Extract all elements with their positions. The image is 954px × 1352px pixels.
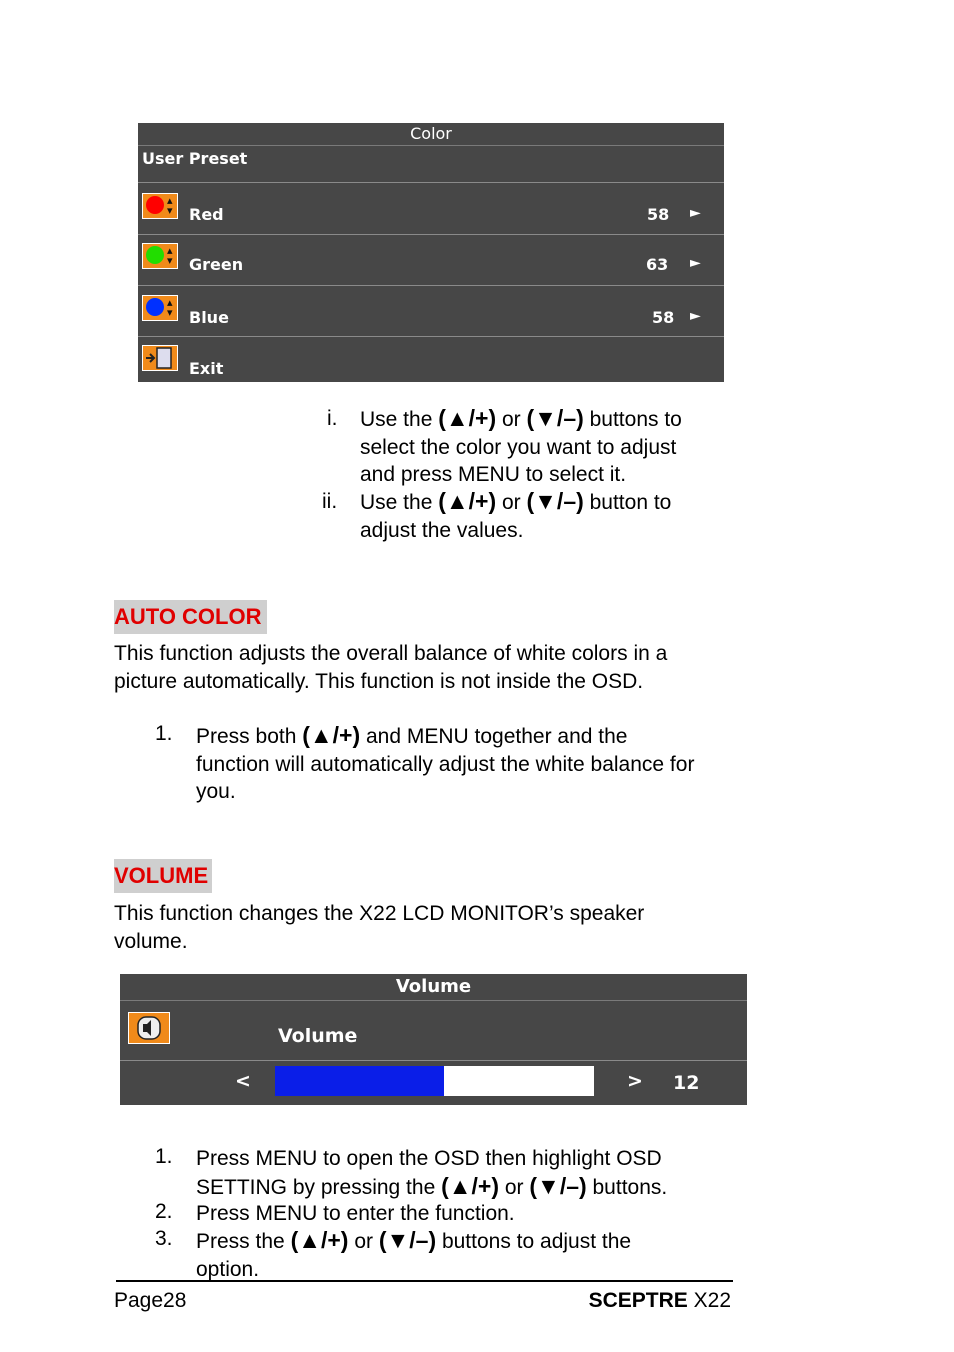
step-text (360, 405, 682, 489)
step-number: 2. (155, 1200, 173, 1223)
volume-step-3 (196, 1227, 631, 1283)
blue-dot-icon (146, 298, 164, 316)
step-text-part: buttons to adjust the (441, 1230, 632, 1253)
volume-osd-panel (120, 974, 747, 1105)
auto-color-description (114, 640, 667, 695)
step-text-part: Press MENU to open the OSD then highlight OSD (196, 1147, 662, 1170)
speaker-glyph-icon (129, 1013, 169, 1043)
step-text (360, 488, 671, 544)
step-text-part: Use the (360, 491, 433, 514)
volume-step-2 (196, 1200, 515, 1228)
exit-icon (142, 345, 178, 371)
volume-osd-title: Volume (120, 974, 747, 1001)
up-plus-button-glyph: (▲/+) (438, 405, 497, 431)
color-row-green[interactable] (138, 234, 724, 285)
step-text-part: Press the (196, 1230, 285, 1253)
color-osd-title: Color (138, 123, 724, 146)
footer-rule (116, 1280, 733, 1282)
step-marker: ii. (322, 490, 338, 513)
exit-door-icon (143, 346, 177, 370)
red-color-icon (142, 193, 178, 219)
up-down-icon: ▴ ▾ (167, 194, 173, 217)
auto-color-step (196, 722, 694, 806)
step-marker: i. (327, 407, 338, 430)
down-minus-button-glyph: (▼/–) (529, 1172, 587, 1199)
step-number: 3. (155, 1227, 173, 1250)
color-row-value: 63 (646, 255, 669, 274)
step-text-part: option. (196, 1257, 260, 1281)
up-plus-button-glyph: (▲/+) (290, 1227, 349, 1253)
volume-slider[interactable] (275, 1066, 594, 1096)
color-row-value: 58 (647, 205, 670, 224)
description-line: volume. (114, 929, 188, 953)
step-text-part: SETTING by pressing the (196, 1175, 436, 1199)
right-arrow-icon[interactable]: ► (690, 205, 701, 221)
color-row-label: Green (189, 255, 244, 274)
volume-slider-fill (275, 1066, 444, 1096)
step-text-part: or (501, 491, 521, 514)
auto-color-heading: AUTO COLOR (114, 600, 267, 634)
volume-description (114, 900, 644, 955)
color-row-label: Blue (189, 308, 229, 327)
step-text-part: Press MENU to enter the function. (196, 1202, 515, 1225)
volume-osd-label: Volume (278, 1025, 358, 1047)
step-text-part: button to (589, 491, 672, 514)
description-line: This function adjusts the overall balance of white colors in a (114, 642, 668, 665)
color-row-value: 58 (652, 308, 675, 327)
volume-increase-icon[interactable]: > (627, 1070, 643, 1092)
step-number: 1. (155, 1145, 173, 1168)
description-line: This function changes the X22 LCD MONITOR’s speaker (114, 902, 645, 925)
speaker-icon (128, 1012, 170, 1044)
step-text-part: buttons. (592, 1175, 668, 1199)
step-text-part: you. (196, 780, 236, 803)
color-row-blue[interactable] (138, 285, 724, 336)
footer-brand-name: SCEPTRE (588, 1289, 688, 1312)
green-color-icon (142, 243, 178, 269)
green-dot-icon (146, 246, 164, 264)
right-arrow-icon[interactable]: ► (690, 255, 701, 271)
up-plus-button-glyph: (▲/+) (441, 1172, 500, 1199)
step-text-part: adjust the values. (360, 518, 524, 542)
step-text-part: or (501, 408, 521, 431)
blue-color-icon (142, 295, 178, 321)
footer-brand (589, 1289, 731, 1313)
step-text-part: and press MENU to select it. (360, 463, 627, 486)
color-row-label: Red (189, 205, 224, 224)
volume-heading: VOLUME (114, 859, 212, 893)
color-row-red[interactable] (138, 182, 724, 234)
right-arrow-icon[interactable]: ► (690, 308, 701, 324)
volume-value: 12 (673, 1072, 700, 1094)
step-text-part: function will automatically adjust the white balance for (196, 752, 695, 776)
down-minus-button-glyph: (▼/–) (526, 488, 584, 514)
step-number: 1. (155, 722, 173, 745)
color-row-label: Exit (189, 359, 224, 378)
step-text-part: select the color you want to adjust (360, 435, 677, 459)
footer-page-number: Page28 (114, 1289, 187, 1312)
footer-model: X22 (687, 1289, 731, 1312)
color-osd-panel (138, 123, 724, 382)
step-text-part: Use the (360, 408, 433, 431)
up-plus-button-glyph: (▲/+) (438, 488, 497, 514)
step-text-part: Press both (196, 725, 297, 748)
up-plus-button-glyph: (▲/+) (302, 722, 361, 748)
step-text-part: buttons to (589, 408, 682, 431)
description-line: picture automatically. This function is not inside the OSD. (114, 669, 644, 693)
color-row-exit[interactable] (138, 336, 724, 383)
step-text-part: or (354, 1230, 373, 1253)
down-minus-button-glyph: (▼/–) (378, 1227, 437, 1253)
color-osd-preset: User Preset (142, 149, 248, 168)
up-down-icon: ▴ ▾ (167, 244, 173, 267)
step-text-part: or (504, 1175, 524, 1199)
volume-decrease-icon[interactable]: < (235, 1070, 251, 1092)
up-down-icon: ▴ ▾ (167, 296, 173, 319)
down-minus-button-glyph: (▼/–) (526, 405, 584, 431)
red-dot-icon (146, 196, 164, 214)
volume-step-1 (196, 1145, 667, 1201)
step-text-part: and MENU together and the (365, 725, 628, 748)
volume-osd-divider (120, 1060, 747, 1061)
